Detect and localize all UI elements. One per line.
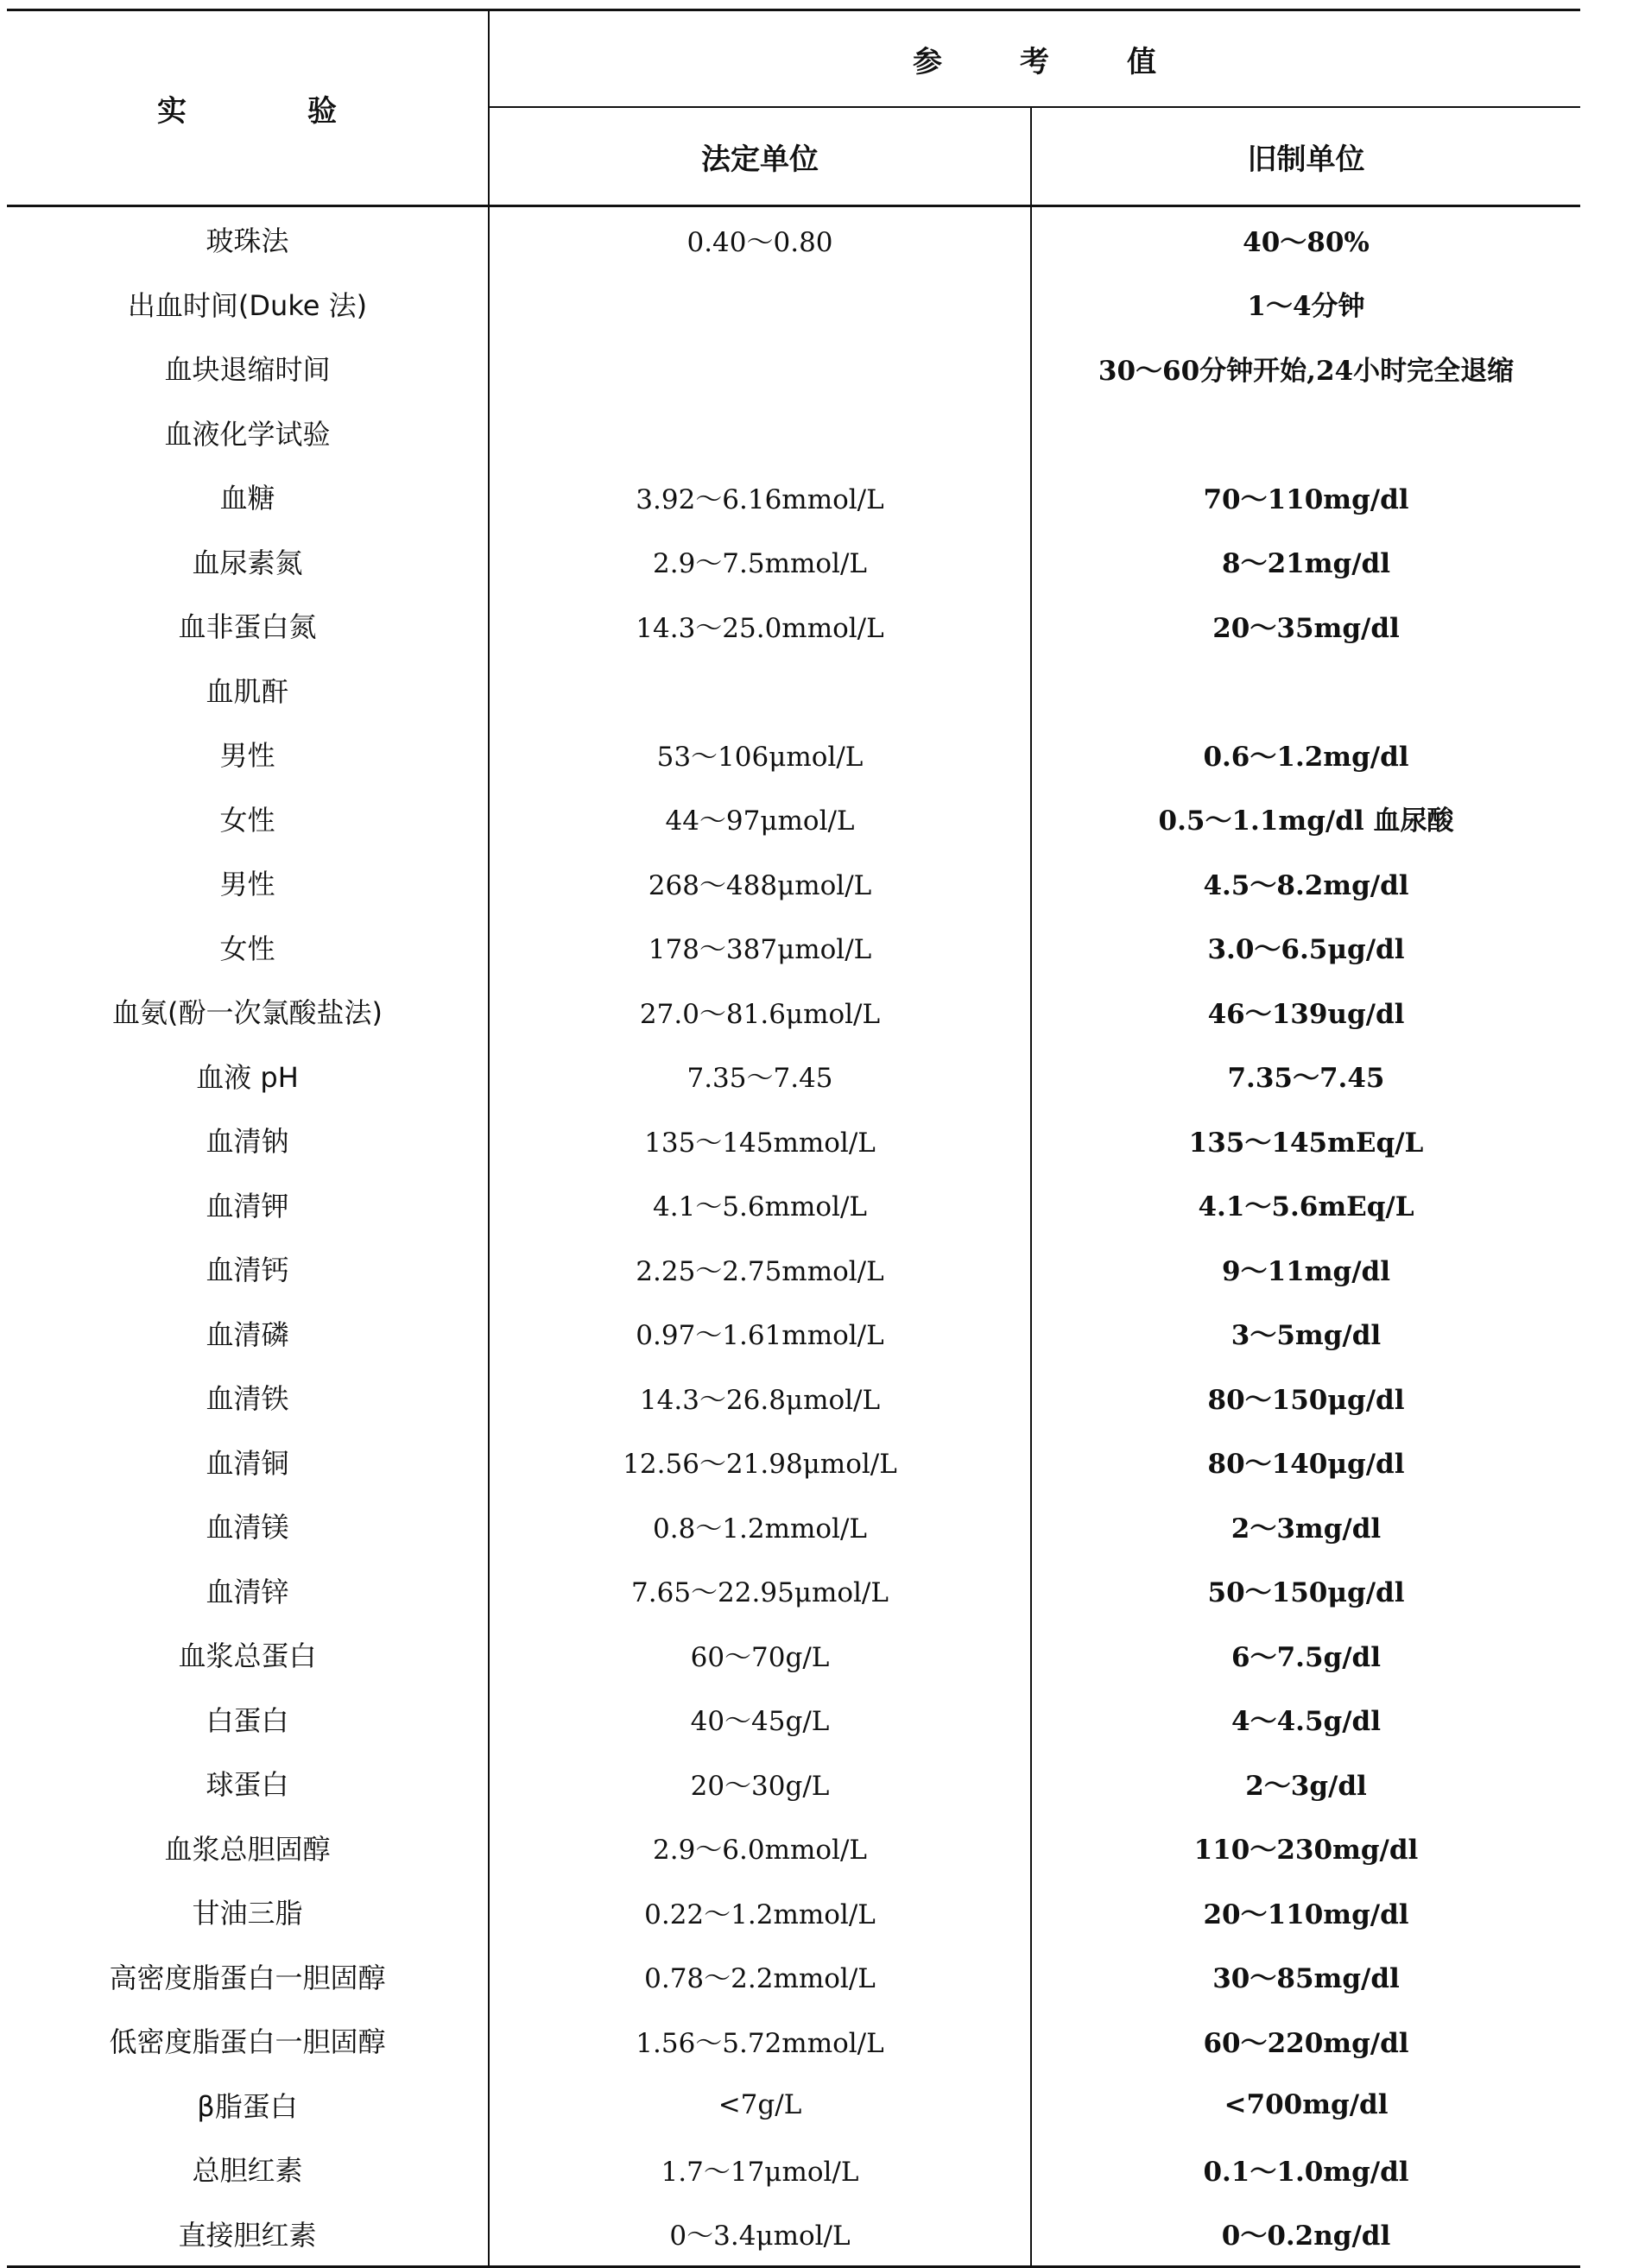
table-row — [7, 979, 1580, 1044]
legal-unit-value-cell: 20～30g/L — [489, 1751, 1031, 1816]
old-unit-value-cell: 9～11mg/dl — [1222, 1255, 1390, 1287]
old-unit-value-cell: 3～5mg/dl — [1231, 1320, 1382, 1352]
experiment-name-cell: 低密度脂蛋白一胆固醇 — [7, 2008, 489, 2073]
table-row — [7, 336, 1580, 401]
old-unit-value-cell: 60～220mg/dl — [1203, 2027, 1409, 2059]
experiment-name-cell: 血浆总蛋白 — [7, 1622, 489, 1687]
legal-unit-value-cell: 14.3～25.0mmol/L — [489, 593, 1031, 658]
experiment-name-cell: 血液化学试验 — [7, 401, 489, 465]
experiment-name-cell: 女性 — [7, 787, 489, 851]
old-unit-value-cell: 30～85mg/dl — [1212, 1963, 1400, 1995]
old-unit-value-cell: 1～4分钟 — [1247, 291, 1365, 323]
experiment-name-cell: 血清钙 — [7, 1236, 489, 1301]
experiment-name-cell: 血液 pH — [7, 1044, 489, 1109]
legal-unit-value-cell — [489, 658, 1031, 723]
table-row — [7, 401, 1580, 465]
table-header — [7, 10, 1580, 206]
old-unit-value-cell: 80～140μg/dl — [1207, 1449, 1405, 1481]
experiment-name-cell: 血肌酐 — [7, 658, 489, 723]
table-row — [7, 2202, 1580, 2267]
table-row — [7, 1430, 1580, 1494]
table-row — [7, 2137, 1580, 2202]
legal-unit-value-cell: 0～3.4μmol/L — [489, 2202, 1031, 2267]
table-row — [7, 206, 1580, 272]
old-unit-value-cell: 8～21mg/dl — [1222, 548, 1390, 580]
old-unit-value-cell: 110～230mg/dl — [1193, 1835, 1419, 1867]
legal-unit-value-cell: 7.35～7.45 — [489, 1044, 1031, 1109]
experiment-name-cell: 甘油三脂 — [7, 1879, 489, 1944]
legal-unit-value-cell: 178～387μmol/L — [489, 915, 1031, 980]
experiment-name-cell: 血氨(酚一次氯酸盐法) — [7, 979, 489, 1044]
legal-unit-value-cell: 0.40～0.80 — [489, 206, 1031, 272]
old-unit-value-cell: 4～4.5g/dl — [1231, 1706, 1381, 1738]
old-unit-value-cell: 2～3g/dl — [1245, 1770, 1367, 1802]
old-unit-value-cell: 40～80% — [1243, 226, 1370, 258]
table-row — [7, 915, 1580, 980]
legal-unit-value-cell: 0.8～1.2mmol/L — [489, 1494, 1031, 1558]
table-row — [7, 1751, 1580, 1816]
legal-unit-value-cell: 0.22～1.2mmol/L — [489, 1879, 1031, 1944]
table-row — [7, 1622, 1580, 1687]
table-row — [7, 1236, 1580, 1301]
table-body — [7, 206, 1580, 2267]
legal-unit-value-cell — [489, 272, 1031, 337]
old-unit-value-cell: 6～7.5g/dl — [1231, 1641, 1381, 1673]
table-row — [7, 529, 1580, 594]
legal-unit-value-cell: 135～145mmol/L — [489, 1108, 1031, 1172]
experiment-name-cell: 玻珠法 — [7, 206, 489, 272]
experiment-name-cell: 血清钾 — [7, 1172, 489, 1237]
legal-unit-value-cell — [489, 401, 1031, 465]
old-unit-value-cell: 135～145mEq/L — [1188, 1127, 1424, 1159]
old-unit-value-cell: 7.35～7.45 — [1227, 1063, 1385, 1095]
legal-unit-header: 法定单位 — [489, 107, 1031, 206]
old-unit-value-cell: 2～3mg/dl — [1231, 1513, 1382, 1545]
table-row — [7, 1944, 1580, 2009]
experiment-name-cell: 直接胆红素 — [7, 2202, 489, 2267]
table-row — [7, 1172, 1580, 1237]
experiment-name-cell: 血块退缩时间 — [7, 336, 489, 401]
table-row — [7, 1301, 1580, 1366]
legal-unit-value-cell: 12.56～21.98μmol/L — [489, 1430, 1031, 1494]
old-unit-value-cell: 0.5～1.1mg/dl 血尿酸 — [1158, 805, 1454, 837]
experiment-name-cell: 血清铜 — [7, 1430, 489, 1494]
experiment-header: 实验 — [7, 10, 489, 206]
table-row — [7, 2008, 1580, 2073]
old-unit-value-cell — [1031, 401, 1580, 465]
old-unit-value-cell: <700mg/dl — [1224, 2088, 1389, 2120]
legal-unit-value-cell: 1.7～17μmol/L — [489, 2137, 1031, 2202]
legal-unit-value-cell: 40～45g/L — [489, 1687, 1031, 1752]
table-row — [7, 1108, 1580, 1172]
table-row — [7, 787, 1580, 851]
legal-unit-value-cell: 268～488μmol/L — [489, 850, 1031, 915]
experiment-name-cell: β脂蛋白 — [7, 2073, 489, 2138]
old-unit-value-cell: 0.6～1.2mg/dl — [1203, 741, 1409, 773]
experiment-name-cell: 血非蛋白氮 — [7, 593, 489, 658]
old-unit-value-cell — [1031, 658, 1580, 723]
experiment-name-cell: 血清铁 — [7, 1365, 489, 1430]
old-unit-value-cell: 80～150μg/dl — [1207, 1384, 1405, 1416]
legal-unit-value-cell: 2.9～7.5mmol/L — [489, 529, 1031, 594]
old-unit-value-cell: 50～150μg/dl — [1207, 1577, 1405, 1609]
table-row — [7, 1687, 1580, 1752]
table-row — [7, 1558, 1580, 1623]
old-unit-value-cell: 3.0～6.5μg/dl — [1207, 934, 1405, 966]
old-unit-value-cell: 70～110mg/dl — [1203, 483, 1409, 515]
experiment-name-cell: 血清钠 — [7, 1108, 489, 1172]
legal-unit-value-cell: 3.92～6.16mmol/L — [489, 464, 1031, 529]
legal-unit-value-cell: 7.65～22.95μmol/L — [489, 1558, 1031, 1623]
legal-unit-value-cell: 1.56～5.72mmol/L — [489, 2008, 1031, 2073]
experiment-name-cell: 血糖 — [7, 464, 489, 529]
experiment-name-cell: 白蛋白 — [7, 1687, 489, 1752]
old-unit-header: 旧制单位 — [1031, 107, 1580, 206]
experiment-name-cell: 血清磷 — [7, 1301, 489, 1366]
table-row — [7, 2073, 1580, 2138]
experiment-name-cell: 血尿素氮 — [7, 529, 489, 594]
table-row — [7, 1044, 1580, 1109]
old-unit-value-cell: 4.5～8.2mg/dl — [1203, 869, 1409, 901]
old-unit-value-cell: 0～0.2ng/dl — [1031, 2202, 1580, 2267]
legal-unit-value-cell: 44～97μmol/L — [489, 787, 1031, 851]
old-unit-value-cell: 20～110mg/dl — [1203, 1898, 1409, 1930]
old-unit-value-cell: 4.1～5.6mEq/L — [1198, 1191, 1414, 1223]
experiment-name-cell: 男性 — [7, 722, 489, 787]
table-row — [7, 850, 1580, 915]
legal-unit-value-cell: 2.9～6.0mmol/L — [489, 1816, 1031, 1880]
experiment-name-cell: 高密度脂蛋白一胆固醇 — [7, 1944, 489, 2009]
legal-unit-value-cell: 4.1～5.6mmol/L — [489, 1172, 1031, 1237]
old-unit-value-cell: 46～139ug/dl — [1207, 998, 1405, 1030]
table-row — [7, 272, 1580, 337]
table-row — [7, 1365, 1580, 1430]
legal-unit-value-cell: 0.97～1.61mmol/L — [489, 1301, 1031, 1366]
table-row — [7, 1879, 1580, 1944]
experiment-name-cell: 血清镁 — [7, 1494, 489, 1558]
experiment-name-cell: 血浆总胆固醇 — [7, 1816, 489, 1880]
table-row — [7, 593, 1580, 658]
old-unit-value-cell: 0.1～1.0mg/dl — [1203, 2156, 1409, 2188]
experiment-name-cell: 血清锌 — [7, 1558, 489, 1623]
table-row — [7, 1816, 1580, 1880]
legal-unit-value-cell: 2.25～2.75mmol/L — [489, 1236, 1031, 1301]
legal-unit-value-cell — [489, 336, 1031, 401]
header-row-top — [7, 10, 1580, 108]
table-row — [7, 722, 1580, 787]
legal-unit-value-cell: 53～106μmol/L — [489, 722, 1031, 787]
legal-unit-value-cell: <7g/L — [489, 2073, 1031, 2138]
legal-unit-value-cell: 0.78～2.2mmol/L — [489, 1944, 1031, 2009]
experiment-name-cell: 出血时间(Duke 法) — [7, 272, 489, 337]
experiment-name-cell: 男性 — [7, 850, 489, 915]
experiment-name-cell: 女性 — [7, 915, 489, 980]
legal-unit-value-cell: 60～70g/L — [489, 1622, 1031, 1687]
old-unit-value-cell: 20～35mg/dl — [1212, 612, 1400, 644]
legal-unit-value-cell: 27.0～81.6μmol/L — [489, 979, 1031, 1044]
table-row — [7, 1494, 1580, 1558]
reference-value-header: 参考值 — [489, 10, 1580, 108]
experiment-name-cell: 球蛋白 — [7, 1751, 489, 1816]
table-row — [7, 464, 1580, 529]
legal-unit-value-cell: 14.3～26.8μmol/L — [489, 1365, 1031, 1430]
table-row — [7, 658, 1580, 723]
reference-values-table — [7, 9, 1580, 2268]
experiment-name-cell: 总胆红素 — [7, 2137, 489, 2202]
old-unit-value-cell: 30～60分钟开始,24小时完全退缩 — [1098, 355, 1515, 387]
